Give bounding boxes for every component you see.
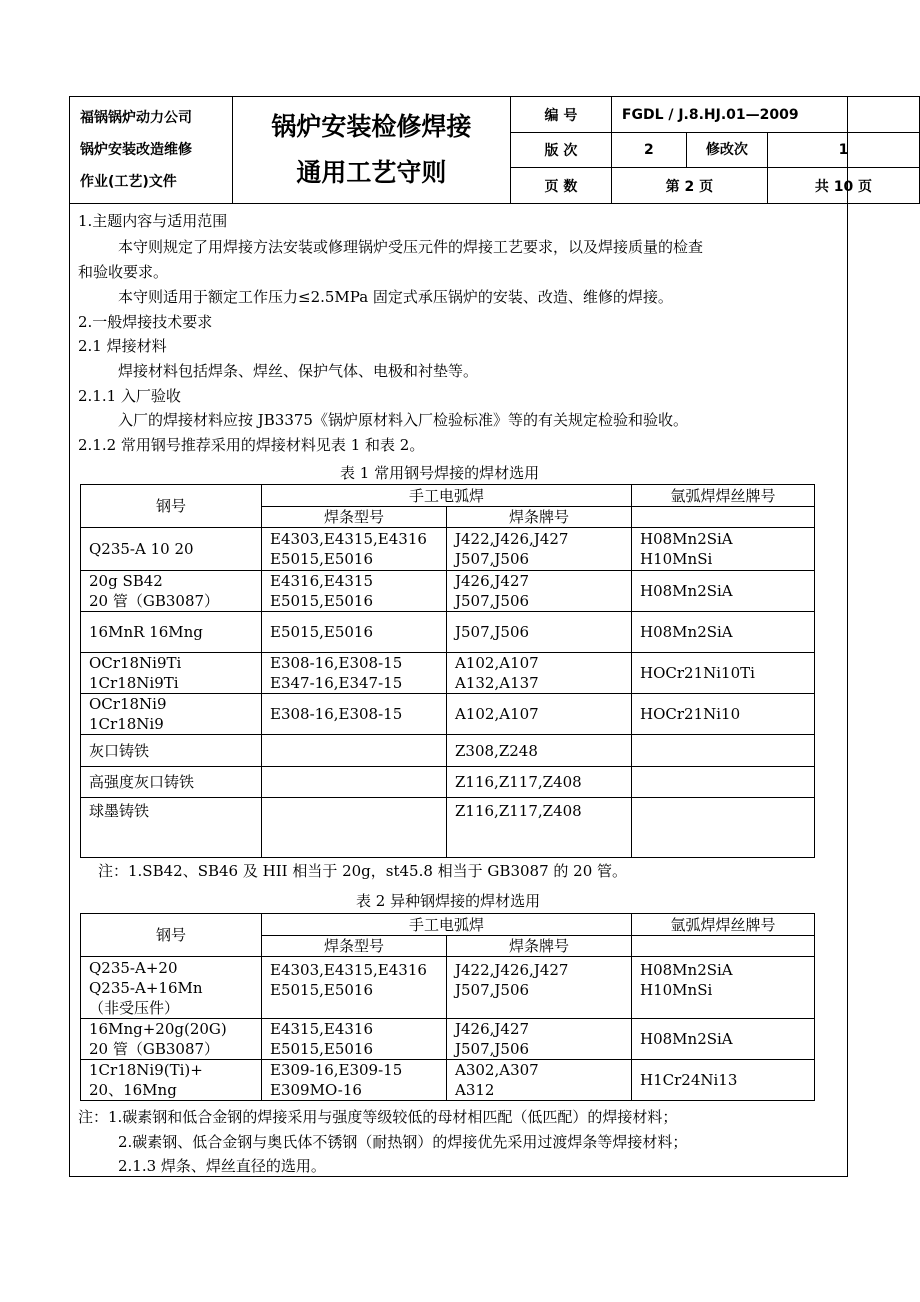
t1-r5-steel-1: OCr18Ni9 [89, 695, 167, 713]
section-2-title: 2.一般焊接技术要求 [78, 313, 213, 331]
t2-r1-wire-1: H08Mn2SiA [640, 961, 733, 979]
table-row [81, 957, 815, 1019]
page-current: 第 2 页 [611, 168, 767, 204]
t1-r2-brand-1: J426,J427 [455, 572, 530, 590]
t2-r3-steel-1: 1Cr18Ni9(Ti)+ [89, 1061, 203, 1079]
t2-r2-brand-2: J507,J506 [455, 1040, 530, 1058]
t2-r1-brand [447, 957, 632, 1019]
table-1-note: 注：1.SB42、SB46 及 HII 相当于 20g，st45.8 相当于 GB3087 的 20 管。 [98, 862, 628, 880]
t1-r4-steel-2: 1Cr18Ni9Ti [89, 674, 179, 692]
section-2-1-paragraph: 焊接材料包括焊条、焊丝、保护气体、电极和衬垫等。 [118, 362, 479, 380]
t1-r4-type [262, 653, 447, 694]
t1-header-manual: 手工电弧焊 [262, 485, 632, 507]
t2-r2-type-1: E4315,E4316 [270, 1020, 374, 1038]
edition-value: 2 [644, 142, 654, 158]
table-row [81, 1060, 815, 1101]
t2-r3-wire: H1Cr24Ni13 [632, 1060, 815, 1101]
t1-r1-wire-1: H08Mn2SiA [640, 530, 733, 548]
table-row [81, 1019, 815, 1060]
t1-r7-steel: 高强度灰口铸铁 [81, 767, 262, 798]
t1-r2-type-1: E4316,E4315 [270, 572, 374, 590]
edition-label: 版 次 [510, 133, 611, 168]
table-1-caption: 表 1 常用钢号焊接的焊材选用 [340, 464, 540, 482]
section-1-title: 1.主题内容与适用范围 [78, 212, 228, 230]
table-2-caption: 表 2 异种钢焊接的焊材选用 [356, 892, 541, 910]
t2-r1-brand-2: J507,J506 [455, 981, 530, 999]
t2-r3-type-2: E309MO-16 [270, 1081, 362, 1099]
t1-r7-wire [632, 767, 815, 798]
t2-r3-brand-2: A312 [455, 1081, 495, 1099]
document-title [232, 97, 510, 204]
t1-r3-steel: 16MnR 16Mng [81, 612, 262, 653]
t1-r1-steel: Q235-A 10 20 [81, 528, 262, 571]
table-1 [80, 484, 815, 858]
t1-r2-type [262, 571, 447, 612]
t1-r1-type-1: E4303,E4315,E4316 [270, 530, 427, 548]
t1-r4-type-1: E308-16,E308-15 [270, 654, 403, 672]
t2-header-argon: 氩弧焊焊丝牌号 [632, 914, 815, 936]
t1-r5-wire: HOCr21Ni10 [632, 694, 815, 735]
t2-r2-brand [447, 1019, 632, 1060]
table-2 [80, 913, 815, 1101]
t1-r6-brand: Z308,Z248 [447, 735, 632, 767]
t1-r5-steel [81, 694, 262, 735]
t2-r1-type-1: E4303,E4315,E4316 [270, 961, 427, 979]
t1-r6-steel: 灰口铸铁 [81, 735, 262, 767]
t1-r1-type-2: E5015,E5016 [270, 550, 374, 568]
company-line-1: 福锅锅炉动力公司 [80, 110, 192, 126]
t2-r3-type [262, 1060, 447, 1101]
t2-r1-steel-1: Q235-A+20 [89, 958, 178, 977]
note-2: 2.碳素钢、低合金钢与奥氏体不锈钢（耐热钢）的焊接优先采用过渡焊条等焊接材料； [118, 1133, 688, 1151]
note-3: 2.1.3 焊条、焊丝直径的选用。 [118, 1157, 326, 1175]
t2-r2-steel-1: 16Mng+20g(20G) [89, 1020, 227, 1038]
table-row [81, 767, 815, 798]
t1-r2-wire: H08Mn2SiA [632, 571, 815, 612]
t2-r1-steel [81, 957, 262, 1019]
document-header [69, 96, 920, 204]
page-label: 页 数 [510, 168, 611, 204]
t2-r1-steel-2: Q235-A+16Mn [89, 978, 203, 997]
t2-r2-type [262, 1019, 447, 1060]
t1-r5-steel-2: 1Cr18Ni9 [89, 715, 164, 733]
company-line-2: 锅炉安装改造维修 [80, 142, 192, 158]
t2-header-empty [632, 936, 815, 957]
t1-r6-type [262, 735, 447, 767]
t2-r1-steel-3: （非受压件） [89, 998, 180, 1017]
table-row [81, 798, 815, 858]
table-row [81, 653, 815, 694]
t1-r4-brand [447, 653, 632, 694]
t1-header-argon: 氩弧焊焊丝牌号 [632, 485, 815, 507]
t2-r3-brand [447, 1060, 632, 1101]
code-value: FGDL / J.8.HJ.01—2009 [611, 97, 919, 133]
section-2-1-1-title: 2.1.1 入厂验收 [78, 387, 181, 405]
t2-r2-wire: H08Mn2SiA [632, 1019, 815, 1060]
t1-r5-brand: A102,A107 [447, 694, 632, 735]
t1-r1-wire-2: H10MnSi [640, 550, 713, 568]
t1-r8-wire [632, 798, 815, 858]
t2-r3-steel-2: 20、16Mng [89, 1081, 177, 1099]
table-row [81, 528, 815, 571]
section-2-1-2-title: 2.1.2 常用钢号推荐采用的焊接材料见表 1 和表 2。 [78, 436, 425, 454]
t2-header-steel: 钢号 [81, 914, 262, 957]
t1-r8-steel: 球墨铸铁 [81, 798, 262, 858]
t1-r2-brand [447, 571, 632, 612]
t1-r3-wire: H08Mn2SiA [632, 612, 815, 653]
title-line-1: 锅炉安装检修焊接 [271, 112, 472, 141]
table-row [81, 571, 815, 612]
t1-r2-type-2: E5015,E5016 [270, 592, 374, 610]
t1-r4-wire: HOCr21Ni10Ti [632, 653, 815, 694]
table-row [81, 735, 815, 767]
t1-r4-type-2: E347-16,E347-15 [270, 674, 403, 692]
note-1: 注：1.碳素钢和低合金钢的焊接采用与强度等级较低的母材相匹配（低匹配）的焊接材料； [78, 1108, 678, 1126]
t1-r1-brand-1: J422,J426,J427 [455, 530, 569, 548]
table-row [81, 612, 815, 653]
section-1-paragraph-1a: 本守则规定了用焊接方法安装或修理锅炉受压元件的焊接工艺要求，以及焊接质量的检查 [118, 238, 704, 256]
t1-r3-brand: J507,J506 [447, 612, 632, 653]
t1-r8-type [262, 798, 447, 858]
t1-r6-wire [632, 735, 815, 767]
t1-r5-type: E308-16,E308-15 [262, 694, 447, 735]
t2-r3-type-1: E309-16,E309-15 [270, 1061, 403, 1079]
section-1-paragraph-1b: 和验收要求。 [78, 263, 169, 281]
t1-r2-steel-1: 20g SB42 [89, 572, 163, 590]
title-line-2: 通用工艺守则 [296, 158, 447, 187]
t2-r2-steel [81, 1019, 262, 1060]
t1-r1-brand-2: J507,J506 [455, 550, 530, 568]
section-1-paragraph-2: 本守则适用于额定工作压力≤2.5MPa 固定式承压锅炉的安装、改造、维修的焊接。 [118, 288, 673, 306]
t2-r2-type-2: E5015,E5016 [270, 1040, 374, 1058]
t1-header-type: 焊条型号 [262, 507, 447, 528]
company-block [70, 97, 233, 204]
t2-r1-type [262, 957, 447, 1019]
t2-header-type: 焊条型号 [262, 936, 447, 957]
table-row [81, 694, 815, 735]
page-total: 共 10 页 [767, 168, 919, 204]
t1-r3-type: E5015,E5016 [262, 612, 447, 653]
edition-value-cell [611, 133, 767, 168]
t1-r4-brand-1: A102,A107 [455, 654, 539, 672]
t1-r4-steel-1: OCr18Ni9Ti [89, 654, 182, 672]
t1-r2-brand-2: J507,J506 [455, 592, 530, 610]
t1-r2-steel-2: 20 管（GB3087） [89, 592, 220, 610]
company-line-3: 作业(工艺)文件 [80, 174, 177, 190]
code-label: 编 号 [510, 97, 611, 133]
t2-r2-brand-1: J426,J427 [455, 1020, 530, 1038]
t2-header-brand: 焊条牌号 [447, 936, 632, 957]
t1-r8-brand: Z116,Z117,Z408 [447, 798, 632, 858]
revision-value: 1 [767, 133, 919, 168]
t2-r1-wire-2: H10MnSi [640, 981, 713, 999]
t1-r4-steel [81, 653, 262, 694]
section-2-1-1-paragraph: 入厂的焊接材料应按 JB3375《锅炉原材料入厂检验标准》等的有关规定检验和验收。 [118, 411, 688, 429]
t1-r1-type [262, 528, 447, 571]
t2-r1-brand-1: J422,J426,J427 [455, 961, 569, 979]
t1-r7-type [262, 767, 447, 798]
t1-header-empty [632, 507, 815, 528]
t1-header-brand: 焊条牌号 [447, 507, 632, 528]
revision-label: 修改次 [686, 133, 767, 167]
t2-r3-brand-1: A302,A307 [455, 1061, 539, 1079]
t2-r1-type-2: E5015,E5016 [270, 981, 374, 999]
t1-header-steel: 钢号 [81, 485, 262, 528]
t1-r1-brand [447, 528, 632, 571]
t1-r2-steel [81, 571, 262, 612]
t2-r2-steel-2: 20 管（GB3087） [89, 1040, 220, 1058]
t1-r1-wire [632, 528, 815, 571]
t2-header-manual: 手工电弧焊 [262, 914, 632, 936]
section-2-1-title: 2.1 焊接材料 [78, 337, 167, 355]
t2-r1-wire [632, 957, 815, 1019]
t1-r4-brand-2: A132,A137 [455, 674, 539, 692]
t1-r7-brand: Z116,Z117,Z408 [447, 767, 632, 798]
t2-r3-steel [81, 1060, 262, 1101]
